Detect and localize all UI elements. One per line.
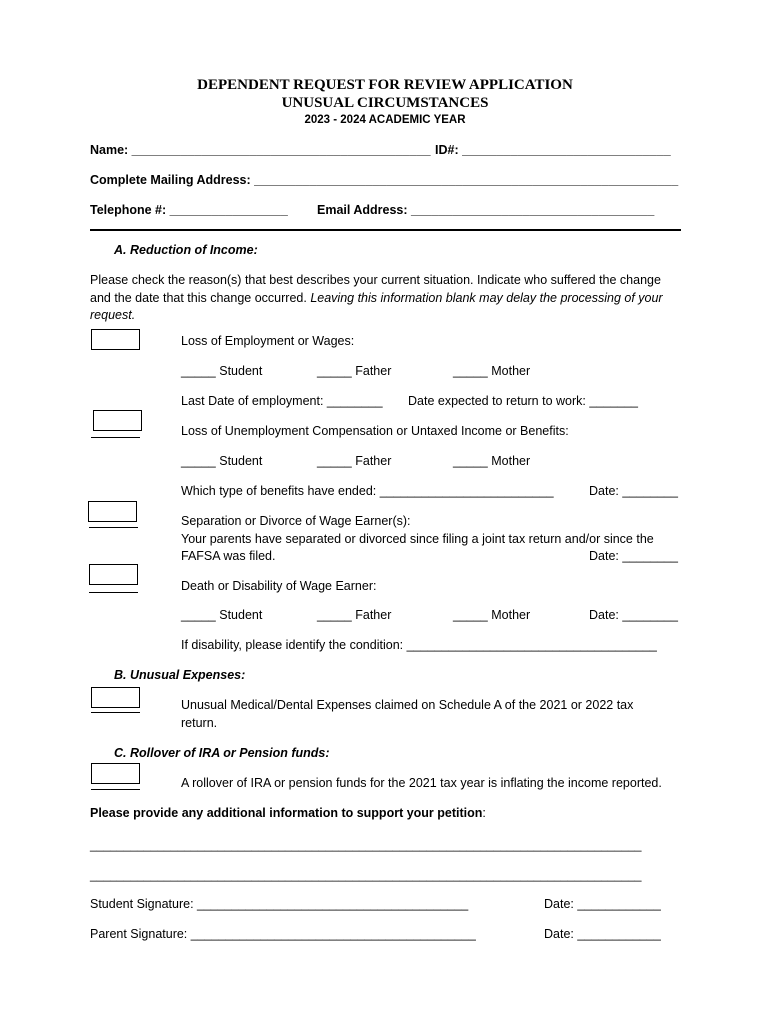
form-subtitle: UNUSUAL CIRCUMSTANCES bbox=[281, 95, 489, 111]
death-mother-option[interactable]: _____ Mother bbox=[453, 608, 531, 622]
employment-father-option[interactable]: _____ Father bbox=[317, 364, 392, 378]
additional-info-colon: : bbox=[482, 806, 486, 820]
parent-signature-date-field[interactable]: Date: ____________ bbox=[544, 927, 661, 941]
academic-year: 2023 - 2024 ACADEMIC YEAR bbox=[304, 114, 466, 126]
death-date-field[interactable]: Date: ________ bbox=[589, 608, 678, 622]
separation-date-field[interactable]: Date: ________ bbox=[589, 549, 678, 563]
checkbox-underline bbox=[91, 437, 140, 438]
form-title: DEPENDENT REQUEST FOR REVIEW APPLICATION bbox=[197, 77, 573, 93]
death-disability-label: Death or Disability of Wage Earner: bbox=[181, 579, 377, 593]
section-c-heading: C. Rollover of IRA or Pension funds: bbox=[114, 746, 330, 760]
additional-info-line-2[interactable]: __________________________________________________________________________________ bbox=[90, 868, 642, 882]
death-disability-checkbox[interactable] bbox=[89, 564, 138, 585]
section-divider bbox=[90, 229, 681, 231]
checkbox-underline bbox=[91, 712, 140, 713]
mailing-address-field[interactable]: Complete Mailing Address: _____________________________________________________________ bbox=[90, 173, 679, 187]
unemployment-mother-option[interactable]: _____ Mother bbox=[453, 454, 531, 468]
checkbox-underline bbox=[89, 592, 138, 593]
death-student-option[interactable]: _____ Student bbox=[181, 608, 263, 622]
loss-employment-checkbox[interactable] bbox=[91, 329, 140, 350]
additional-info-line-1[interactable]: __________________________________________________________________________________ bbox=[90, 838, 642, 852]
intro-warning: Leaving this information blank may delay the processing of your request. bbox=[90, 290, 663, 322]
student-signature-field[interactable]: Student Signature: _______________________________________ bbox=[90, 897, 469, 911]
unemployment-student-option[interactable]: _____ Student bbox=[181, 454, 263, 468]
separation-label: Separation or Divorce of Wage Earner(s): bbox=[181, 514, 411, 528]
last-date-employment-field[interactable]: Last Date of employment: ________ bbox=[181, 394, 383, 408]
loss-unemployment-label: Loss of Unemployment Compensation or Untaxed Income or Benefits: bbox=[181, 424, 569, 438]
parent-signature-field[interactable]: Parent Signature: _________________________________________ bbox=[90, 927, 476, 941]
disability-condition-field[interactable]: If disability, please identify the condition: ____________________________________ bbox=[181, 638, 657, 652]
intro-text: Please check the reason(s) that best describes your current situation. Indicate who suffered the change and the date that this change occurred. bbox=[90, 273, 661, 305]
unusual-expenses-label: Unusual Medical/Dental Expenses claimed on Schedule A of the 2021 or 2022 tax bbox=[181, 698, 634, 712]
section-a-intro bbox=[90, 272, 682, 325]
death-father-option[interactable]: _____ Father bbox=[317, 608, 392, 622]
benefits-ended-field[interactable]: Which type of benefits have ended: _________________________ bbox=[181, 484, 554, 498]
telephone-field[interactable]: Telephone #: _________________ bbox=[90, 203, 288, 217]
section-a-heading: A. Reduction of Income: bbox=[114, 243, 258, 257]
employment-mother-option[interactable]: _____ Mother bbox=[453, 364, 531, 378]
checkbox-underline bbox=[91, 349, 140, 350]
id-field[interactable]: ID#: ______________________________ bbox=[435, 143, 671, 157]
email-field[interactable]: Email Address: ___________________________________ bbox=[317, 203, 655, 217]
additional-info-label: Please provide any additional information to support your petition bbox=[90, 806, 483, 820]
checkbox-underline bbox=[89, 527, 138, 528]
ira-rollover-checkbox[interactable] bbox=[91, 763, 140, 784]
employment-student-option[interactable]: _____ Student bbox=[181, 364, 263, 378]
section-b-heading: B. Unusual Expenses: bbox=[114, 668, 246, 682]
name-field[interactable]: Name: ___________________________________________ bbox=[90, 143, 431, 157]
separation-checkbox[interactable] bbox=[88, 501, 137, 522]
loss-unemployment-checkbox[interactable] bbox=[93, 410, 142, 431]
benefits-date-field[interactable]: Date: ________ bbox=[589, 484, 678, 498]
unusual-expenses-checkbox[interactable] bbox=[91, 687, 140, 708]
unemployment-father-option[interactable]: _____ Father bbox=[317, 454, 392, 468]
separation-description-cont: FAFSA was filed. bbox=[181, 549, 276, 563]
additional-info-prompt bbox=[90, 806, 486, 820]
checkbox-underline bbox=[91, 789, 140, 790]
student-signature-date-field[interactable]: Date: ____________ bbox=[544, 897, 661, 911]
unusual-expenses-label-cont: return. bbox=[181, 716, 218, 730]
separation-description: Your parents have separated or divorced since filing a joint tax return and/or since the bbox=[181, 532, 654, 546]
ira-rollover-label: A rollover of IRA or pension funds for the 2021 tax year is inflating the income reported. bbox=[181, 776, 662, 790]
loss-employment-label: Loss of Employment or Wages: bbox=[181, 334, 355, 348]
expected-return-date-field[interactable]: Date expected to return to work: _______ bbox=[408, 394, 639, 408]
